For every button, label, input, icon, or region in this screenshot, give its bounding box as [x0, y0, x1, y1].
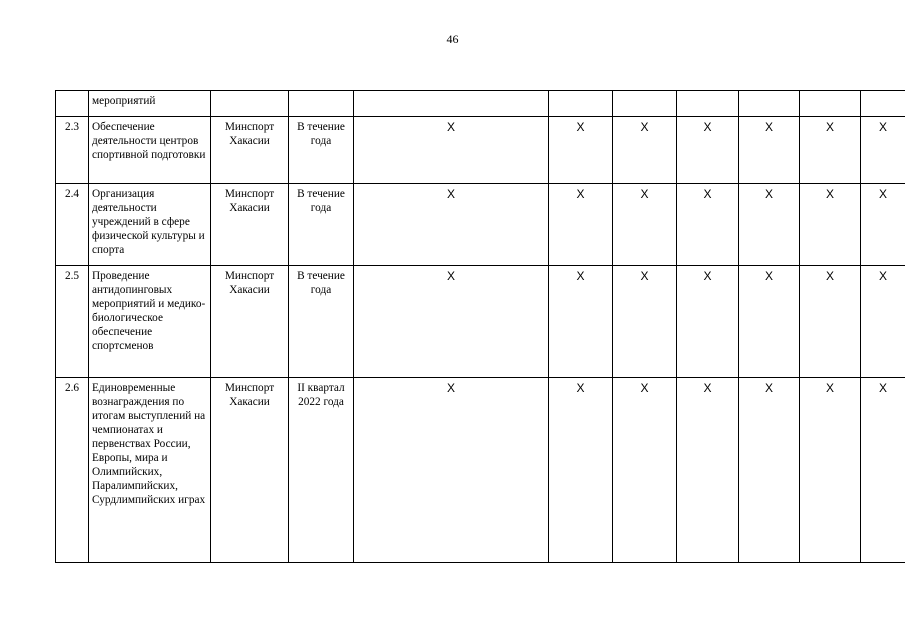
- mark-cell: X: [549, 266, 613, 378]
- table-row: [56, 184, 905, 266]
- mark-cell: X: [861, 184, 905, 266]
- mark-cell: X: [549, 117, 613, 184]
- mark-cell: X: [861, 117, 905, 184]
- num-cell: 2.3: [56, 117, 89, 184]
- mark-cell: X: [549, 378, 613, 563]
- mark-cell: X: [677, 378, 739, 563]
- mark-cell: X: [677, 266, 739, 378]
- continuation-row: [56, 91, 905, 117]
- name-cell: Единовременные вознаграждения по итогам выступлений на чемпионатах и первенствах России, Европы, мира и Олимпийских, Паралимпийских, Сурдлимпийских играх: [89, 378, 211, 563]
- mark-cell: X: [800, 266, 861, 378]
- num-cell: 2.5: [56, 266, 89, 378]
- mark-cell: X: [613, 184, 677, 266]
- mark-cell: X: [549, 184, 613, 266]
- mark-cell: X: [861, 378, 905, 563]
- num-cell: 2.4: [56, 184, 89, 266]
- mark-cell: X: [354, 184, 549, 266]
- mark-cell: X: [613, 266, 677, 378]
- num-cell: 2.6: [56, 378, 89, 563]
- mark-cell: X: [613, 117, 677, 184]
- mark-cell: X: [613, 378, 677, 563]
- executor-cell: Минспорт Хакасии: [211, 184, 289, 266]
- mark-cell: X: [739, 184, 800, 266]
- mark-cell: X: [354, 378, 549, 563]
- mark-cell: X: [739, 117, 800, 184]
- executor-cell: Минспорт Хакасии: [211, 117, 289, 184]
- mark-cell: X: [800, 378, 861, 563]
- events-table: [55, 90, 905, 563]
- mark-cell: X: [739, 266, 800, 378]
- term-cell: II квартал 2022 года: [289, 378, 354, 563]
- mark-cell: X: [354, 117, 549, 184]
- mark-cell: X: [677, 184, 739, 266]
- table-row: [56, 117, 905, 184]
- executor-cell: Минспорт Хакасии: [211, 266, 289, 378]
- mark-cell: X: [861, 266, 905, 378]
- mark-cell: X: [800, 184, 861, 266]
- mark-cell: X: [800, 117, 861, 184]
- mark-cell: X: [354, 266, 549, 378]
- term-cell: В течение года: [289, 184, 354, 266]
- table-row: [56, 378, 905, 563]
- page-number: 46: [446, 32, 459, 46]
- name-cell: Проведение антидопинговых мероприятий и медико-биологическое обеспечение спортсменов: [89, 266, 211, 378]
- num-cell: [56, 91, 89, 117]
- executor-cell: Минспорт Хакасии: [211, 378, 289, 563]
- term-cell: В течение года: [289, 117, 354, 184]
- mark-cell: X: [677, 117, 739, 184]
- name-cell: Обеспечение деятельности центров спортивной подготовки: [89, 117, 211, 184]
- table-row: [56, 266, 905, 378]
- name-cell: Организация деятельности учреждений в сфере физической культуры и спорта: [89, 184, 211, 266]
- term-cell: В течение года: [289, 266, 354, 378]
- name-cell: мероприятий: [89, 91, 211, 117]
- mark-cell: X: [739, 378, 800, 563]
